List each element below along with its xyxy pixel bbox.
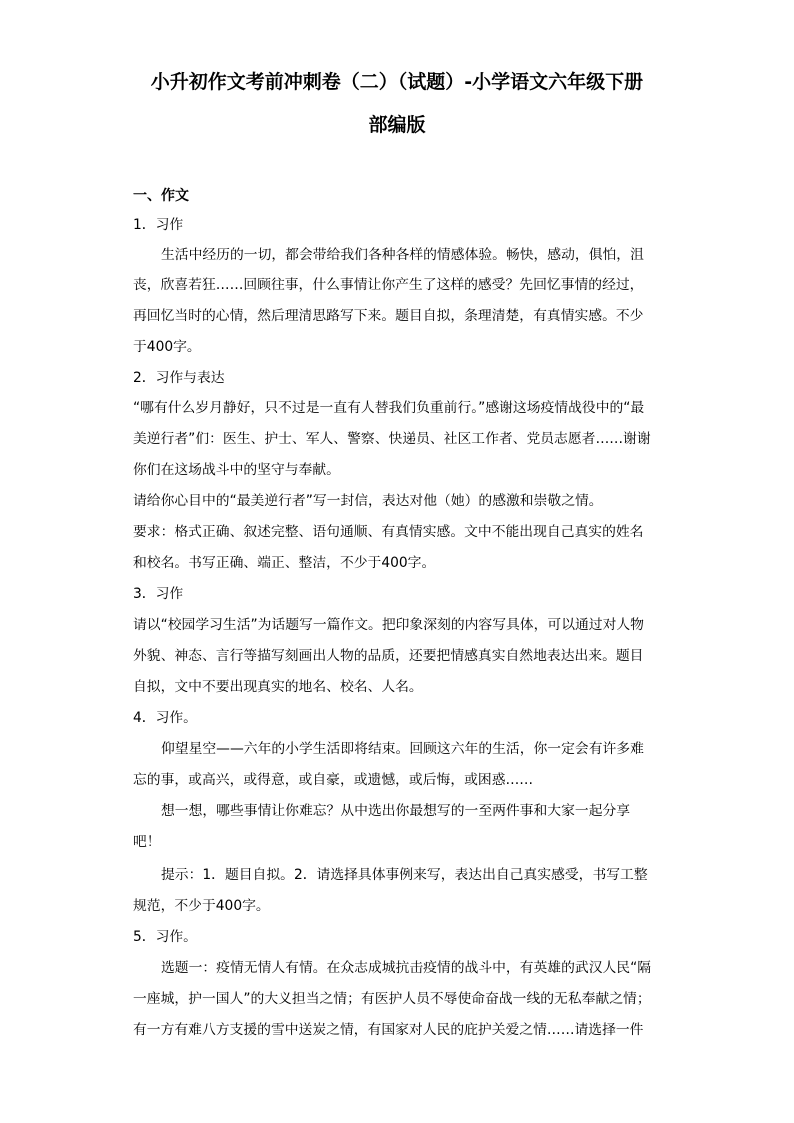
paragraph-line: 一座城，护一国人”的大义担当之情；有医护人员不辱使命奋战一线的无私奉献之情； <box>133 991 651 1007</box>
document-title-line-2: 部编版 <box>368 114 426 136</box>
paragraph-line: 丧，欣喜若狂……回顾往事，什么事情让你产生了这样的感受？先回忆事情的经过， <box>133 277 644 293</box>
paragraph-line: 忘的事，或高兴，或得意，或自豪，或遗憾，或后悔，或困惑…… <box>133 772 534 788</box>
paragraph-line: 提示：1．题目自拟。2．请选择具体事例来写，表达出自己真实感受，书写工整 <box>161 867 648 883</box>
question-number-5: 5．习作。 <box>133 929 197 945</box>
paragraph-line: 仰望星空——六年的小学生活即将结束。回顾这六年的生活，你一定会有许多难 <box>161 741 644 757</box>
paragraph-line: 要求：格式正确、叙述完整、语句通顺、有真情实感。文中不能出现自己真实的姓名 <box>133 524 644 540</box>
question-number-4: 4．习作。 <box>133 710 197 726</box>
section-heading: 一、作文 <box>133 188 189 204</box>
paragraph-line: “哪有什么岁月静好，只不过是一直有人替我们负重前行。”感谢这场疫情战役中的“最 <box>133 400 645 416</box>
paragraph-line: 规范，不少于400字。 <box>133 898 270 914</box>
paragraph-line: 美逆行者”们：医生、护士、军人、警察、快递员、社区工作者、党员志愿者……谢谢 <box>133 431 651 447</box>
paragraph-line: 你们在这场战斗中的坚守与奉献。 <box>133 462 340 478</box>
paragraph-line: 请以“校园学习生活”为话题写一篇作文。把印象深刻的内容写具体，可以通过对人物 <box>133 617 644 633</box>
paragraph-line: 吧！ <box>133 834 161 850</box>
question-number-2: 2．习作与表达 <box>133 370 225 386</box>
paragraph-line: 有一方有难八方支援的雪中送炭之情，有国家对人民的庇护关爱之情……请选择一件 <box>133 1022 644 1038</box>
document-title-line-1: 小升初作文考前冲刺卷（二）（试题）-小学语文六年级下册 <box>150 71 644 93</box>
question-number-3: 3．习作 <box>133 586 184 602</box>
paragraph-line: 选题一：疫情无情人有情。在众志成城抗击疫情的战斗中，有英雄的武汉人民“隔 <box>161 960 652 976</box>
paragraph-line: 再回忆当时的心情，然后理清思路写下来。题目自拟，条理清楚，有真情实感。不少 <box>133 308 644 324</box>
question-number-1: 1．习作 <box>133 217 184 233</box>
paragraph-line: 和校名。书写正确、端正、整洁，不少于400字。 <box>133 555 436 571</box>
paragraph-line: 自拟，文中不要出现真实的地名、校名、人名。 <box>133 679 423 695</box>
paragraph-line: 想一想，哪些事情让你难忘？从中选出你最想写的一至两件事和大家一起分享 <box>161 803 631 819</box>
paragraph-line: 请给你心目中的“最美逆行者”写一封信，表达对他（她）的感激和崇敬之情。 <box>133 493 603 509</box>
paragraph-line: 于400字。 <box>133 339 201 355</box>
paragraph-line: 生活中经历的一切，都会带给我们各种各样的情感体验。畅快，感动，俱怕，沮 <box>161 247 644 263</box>
paragraph-line: 外貌、神态、言行等描写刻画出人物的品质，还要把情感真实自然地表达出来。题目 <box>133 648 644 664</box>
